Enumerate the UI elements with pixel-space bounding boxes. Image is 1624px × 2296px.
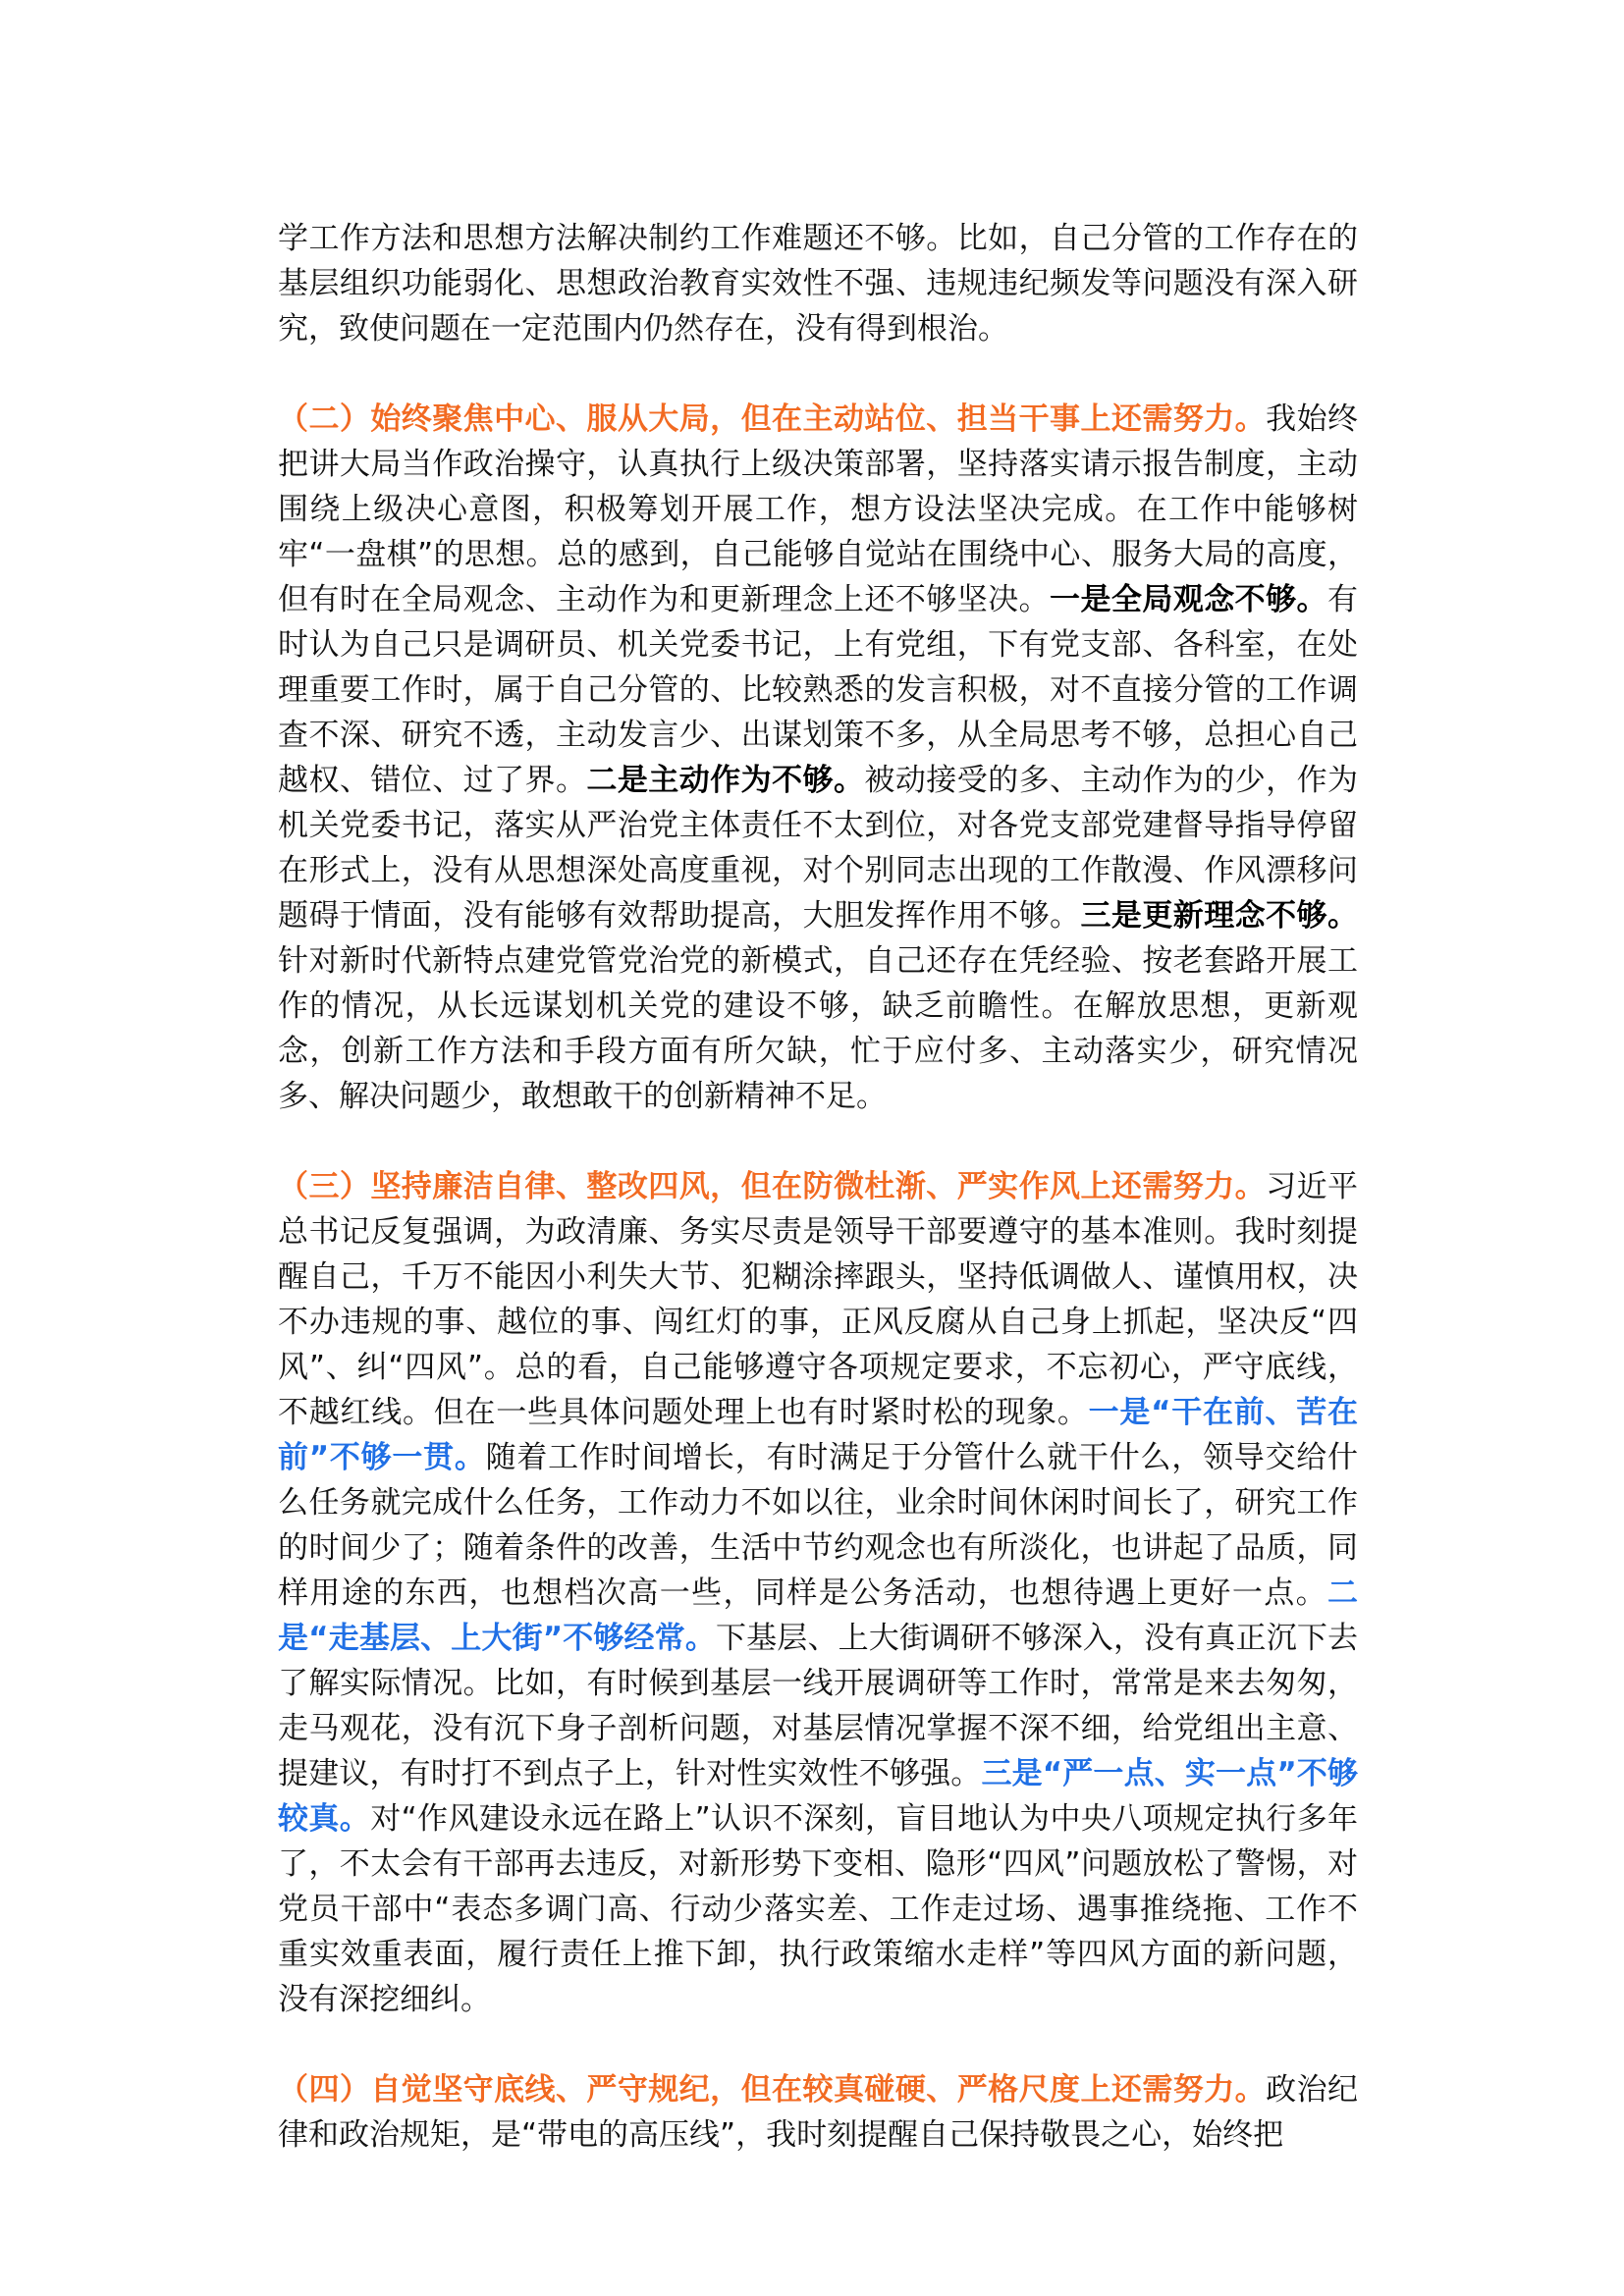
point-heading: 三是“严一点、实一点”不够较真。 bbox=[278, 1756, 1359, 1837]
body-text: 政治纪律和政治规矩，是“带电的高压线”，我时刻提醒自己保持敬畏之心，始终把 bbox=[278, 2072, 1359, 2153]
body-text: 被动接受的多、主动作为的少，作为机关党委书记，落实从严治党主体责任不太到位，对各党支部党建督导指导停留在形式上，没有从思想深处高度重视，对个别同志出现的工作散漫、作风漂移问题碍于情面，没有能够有效帮助提高，大胆发挥作用不够。 bbox=[278, 763, 1359, 934]
section-heading: （四）自觉坚守底线、严守规纪，但在较真碰硬、严格尺度上还需努力。 bbox=[278, 2072, 1267, 2108]
body-text: 学工作方法和思想方法解决制约工作难题还不够。比如，自己分管的工作存在的基层组织功能弱化、思想政治教育实效性不强、违规违纪频发等问题没有深入研究，致使问题在一定范围内仍然存在，没有得到根治。 bbox=[278, 221, 1358, 347]
paragraph-section-3 bbox=[278, 1164, 1358, 2022]
point-heading: 一是全局观念不够。 bbox=[1050, 582, 1328, 617]
section-heading: （三）坚持廉洁自律、整改四风，但在防微杜渐、严实作风上还需努力。 bbox=[278, 1169, 1267, 1204]
point-heading: 三是更新理念不够。 bbox=[1080, 898, 1358, 934]
paragraph-section-4 bbox=[278, 2067, 1358, 2158]
point-heading: 二是主动作为不够。 bbox=[586, 763, 865, 798]
body-text: 有时认为自己只是调研员、机关党委书记，上有党组，下有党支部、各科室，在处理重要工作时，属于自己分管的、比较熟悉的发言积极，对不直接分管的工作调查不深、研究不透，主动发言少、出谋划策不多，从全局思考不够，总担心自己越权、错位、过了界。 bbox=[278, 582, 1359, 798]
point-heading: 一是“干在前、苦在前”不够一贯。 bbox=[278, 1395, 1358, 1475]
body-text: 习近平总书记反复强调，为政清廉、务实尽责是领导干部要遵守的基本准则。我时刻提醒自己，千万不能因小利失大节、犯糊涂摔跟头，坚持低调做人、谨慎用权，决不办违规的事、越位的事、闯红灯的事，正风反腐从自己身上抓起，坚决反“四风”、纠“四风”。总的看，自己能够遵守各项规定要求，不忘初心，严守底线，不越红线。但在一些具体问题处理上也有时紧时松的现象。 bbox=[278, 1169, 1359, 1430]
document-page bbox=[278, 216, 1358, 2158]
point-heading: 二是“走基层、上大街”不够经常。 bbox=[278, 1575, 1358, 1656]
body-text: 针对新时代新特点建党管党治党的新模式，自己还存在凭经验、按老套路开展工作的情况，从长远谋划机关党的建设不够，缺乏前瞻性。在解放思想，更新观念，创新工作方法和手段方面有所欠缺，忙于应付多、主动落实少，研究情况多、解决问题少，敢想敢干的创新精神不足。 bbox=[278, 943, 1358, 1114]
body-text: 对“作风建设永远在路上”认识不深刻，盲目地认为中央八项规定执行多年了，不太会有干部再去违反，对新形势下变相、隐形“四风”问题放松了警惕，对党员干部中“表态多调门高、行动少落实差、工作走过场、遇事推绕拖、工作不重实效重表面，履行责任上推下卸，执行政策缩水走样”等四风方面的新问题，没有深挖细纠。 bbox=[278, 1801, 1359, 2017]
body-text: 我始终把讲大局当作政治操守，认真执行上级决策部署，坚持落实请示报告制度，主动围绕上级决心意图，积极筹划开展工作，想方设法坚决完成。在工作中能够树牢“一盘棋”的思想。总的感到，自己能够自觉站在围绕中心、服务大局的高度，但有时在全局观念、主动作为和更新理念上还不够坚决。 bbox=[278, 401, 1359, 617]
paragraph-section-2 bbox=[278, 397, 1358, 1119]
body-text: 下基层、上大街调研不够深入，没有真正沉下去了解实际情况。比如，有时候到基层一线开展调研等工作时，常常是来去匆匆，走马观花，没有沉下身子剖析问题，对基层情况掌握不深不细，给党组出主意、提建议，有时打不到点子上，针对性实效性不够强。 bbox=[278, 1621, 1358, 1791]
body-text: 随着工作时间增长，有时满足于分管什么就干什么，领导交给什么任务就完成什么任务，工作动力不如以往，业余时间休闲时间长了，研究工作的时间少了；随着条件的改善，生活中节约观念也有所淡化，也讲起了品质，同样用途的东西，也想档次高一些，同样是公务活动，也想待遇上更好一点。 bbox=[278, 1440, 1359, 1611]
section-heading: （二）始终聚焦中心、服从大局，但在主动站位、担当干事上还需努力。 bbox=[278, 401, 1267, 437]
paragraph-intro-continuation bbox=[278, 216, 1358, 351]
